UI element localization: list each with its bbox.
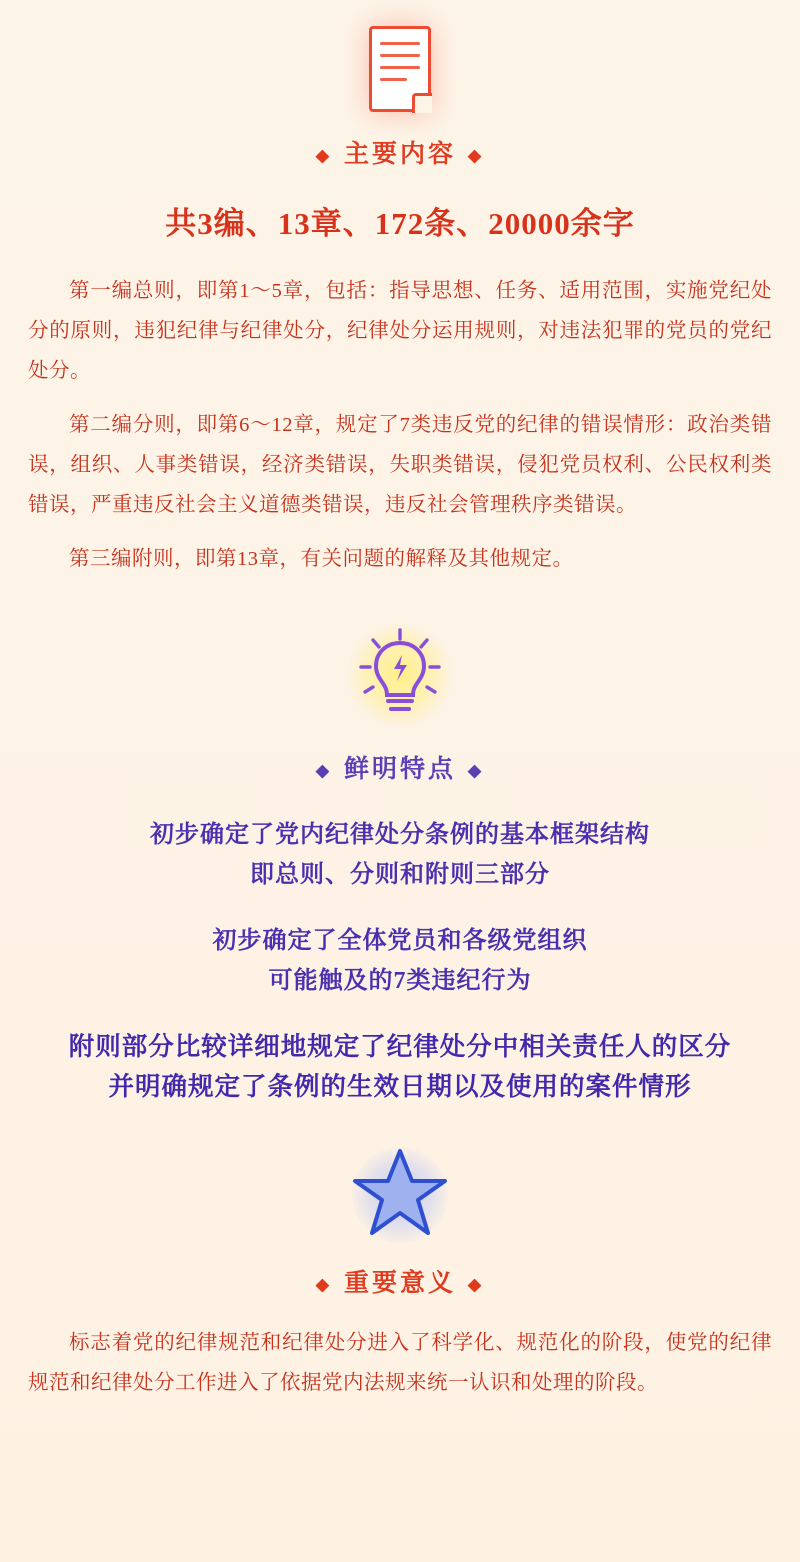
star-icon	[348, 1145, 452, 1241]
main-content-paragraph-2: 第二编分则，即第6～12章，规定了7类违反党的纪律的错误情形：政治类错误，组织、人事类错误，经济类错误，失职类错误，侵犯党员权利、公民权利类错误，严重违反社会主义道德类错误，违反社会管理秩序类错误。	[28, 414, 772, 516]
significance-title: 重要意义	[343, 1270, 456, 1297]
feature-line: 初步确定了党内纪律处分条例的基本框架结构	[150, 822, 650, 848]
features-group-3	[28, 1027, 772, 1107]
feature-line: 可能触及的7类违纪行为	[268, 968, 532, 994]
significance-heading	[28, 1263, 772, 1299]
main-content-headline: 共3编、13章、172条、20000余字	[165, 206, 635, 241]
diamond-icon: ◆	[468, 146, 485, 166]
diamond-icon: ◆	[468, 1275, 485, 1295]
spacer	[28, 1001, 772, 1027]
diamond-icon: ◆	[315, 146, 332, 166]
document-line	[380, 54, 420, 57]
document-line	[380, 78, 407, 81]
document-icon	[369, 26, 431, 112]
main-content-heading	[28, 134, 772, 170]
feature-line: 初步确定了全体党员和各级党组织	[212, 928, 588, 954]
feature-line: 附则部分比较详细地规定了纪律处分中相关责任人的区分	[68, 1032, 732, 1061]
lightbulb-icon	[345, 623, 455, 727]
feature-line: 并明确规定了条例的生效日期以及使用的案件情形	[108, 1072, 692, 1101]
diamond-icon: ◆	[315, 761, 332, 781]
document-icon-wrap	[28, 0, 772, 112]
feature-line: 即总则、分则和附则三部分	[250, 862, 550, 888]
main-content-paragraph-1: 第一编总则，即第1～5章，包括：指导思想、任务、适用范围，实施党纪处分的原则，违犯纪律与纪律处分，纪律处分运用规则，对违法犯罪的党员的党纪处分。	[28, 280, 772, 382]
star-glyph	[352, 1145, 448, 1241]
main-content-paragraph-3: 第三编附则，即第13章，有关问题的解释及其他规定。	[69, 548, 574, 570]
document-line	[380, 66, 420, 69]
lightbulb-icon-wrap	[28, 623, 772, 727]
diamond-icon: ◆	[468, 761, 485, 781]
features-group-1	[28, 815, 772, 895]
significance-paragraph: 标志着党的纪律规范和纪律处分进入了科学化、规范化的阶段，使党的纪律规范和纪律处分工作进入了依据党内法规来统一认识和处理的阶段。	[28, 1332, 772, 1394]
document-fold	[412, 93, 432, 113]
spacer	[28, 895, 772, 921]
features-heading	[28, 749, 772, 785]
lightbulb-glyph	[350, 625, 450, 725]
star-icon-wrap	[28, 1145, 772, 1241]
diamond-icon: ◆	[315, 1275, 332, 1295]
features-group-2	[28, 921, 772, 1001]
features-title: 鲜明特点	[343, 756, 456, 783]
document-line	[380, 42, 420, 45]
main-content-title: 主要内容	[343, 141, 456, 168]
